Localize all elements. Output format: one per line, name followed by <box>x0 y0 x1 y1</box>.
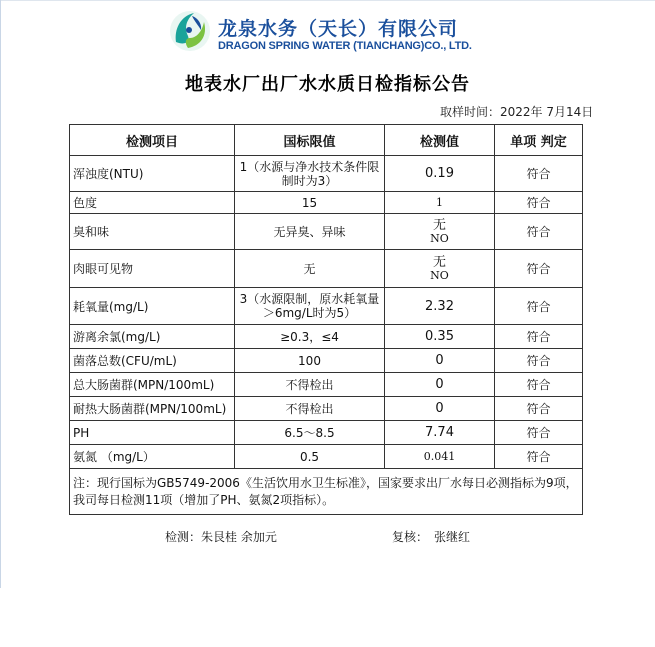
row-item: 耗氧量(mg/L) <box>70 288 235 325</box>
table-row <box>70 445 583 469</box>
table-row <box>70 250 583 288</box>
header-item: 检测项目 <box>70 125 235 156</box>
row-limit: 不得检出 <box>235 373 385 397</box>
row-item: 氨氮 （mg/L） <box>70 445 235 469</box>
inspector-label: 检测： <box>165 530 202 544</box>
row-value-main: 无 <box>432 217 446 233</box>
table-row <box>70 156 583 192</box>
row-item: PH <box>70 421 235 445</box>
row-item: 色度 <box>70 192 235 214</box>
row-limit: 3（水源限制，原水耗氧量＞6mg/L时为5） <box>235 288 385 325</box>
row-judge: 符合 <box>495 373 583 397</box>
table-row <box>70 325 583 349</box>
row-judge: 符合 <box>495 349 583 373</box>
row-limit: 15 <box>235 192 385 214</box>
row-value: 7.74 <box>385 421 495 445</box>
row-value: 0 <box>385 373 495 397</box>
row-limit: 1（水源与净水技术条件限制时为3） <box>235 156 385 192</box>
company-name-en: DRAGON SPRING WATER (TIANCHANG)CO., LTD. <box>218 40 472 52</box>
row-judge: 符合 <box>495 156 583 192</box>
row-judge: 符合 <box>495 192 583 214</box>
row-judge: 符合 <box>495 214 583 250</box>
sample-time-value: 2022年 7月14日 <box>500 105 594 119</box>
row-judge: 符合 <box>495 397 583 421</box>
row-judge: 符合 <box>495 445 583 469</box>
reviewer-signature <box>392 528 470 545</box>
top-border <box>0 0 655 1</box>
table-note: 注：现行国标为GB5749-2006《生活饮用水卫生标准》，国家要求出厂水每日必测指标为9项，我司每日检测11项（增加了PH、氨氮2项指标）。 <box>70 469 583 515</box>
row-value-sub: NO <box>430 231 449 245</box>
row-value: 0 <box>385 349 495 373</box>
row-item: 耐热大肠菌群(MPN/100mL) <box>70 397 235 421</box>
row-item: 菌落总数(CFU/mL) <box>70 349 235 373</box>
header-limit: 国标限值 <box>235 125 385 156</box>
row-value <box>385 214 495 250</box>
row-value-sub: NO <box>430 268 449 282</box>
row-judge: 符合 <box>495 421 583 445</box>
page-title: 地表水厂出厂水水质日检指标公告 <box>185 74 470 95</box>
row-judge: 符合 <box>495 325 583 349</box>
row-limit: 0.5 <box>235 445 385 469</box>
inspector-names: 朱艮桂 余加元 <box>201 530 277 544</box>
row-value: 0.35 <box>385 325 495 349</box>
table-row <box>70 349 583 373</box>
table-note-row <box>70 469 583 515</box>
row-value: 0.041 <box>385 445 495 469</box>
table-row <box>70 214 583 250</box>
row-limit: ≥0.3，≤4 <box>235 325 385 349</box>
header-value: 检测值 <box>385 125 495 156</box>
table-row <box>70 397 583 421</box>
row-item: 肉眼可见物 <box>70 250 235 288</box>
row-limit: 无异臭、异味 <box>235 214 385 250</box>
table-row <box>70 421 583 445</box>
reviewer-name: 张继红 <box>434 530 471 544</box>
row-value: 2.32 <box>385 288 495 325</box>
row-value: 1 <box>385 192 495 214</box>
water-quality-table <box>69 124 583 515</box>
row-limit: 6.5～8.5 <box>235 421 385 445</box>
reviewer-label: 复核： <box>392 530 429 544</box>
table-header-row <box>70 125 583 156</box>
row-value: 0.19 <box>385 156 495 192</box>
row-value: 0 <box>385 397 495 421</box>
table-row <box>70 192 583 214</box>
row-value <box>385 250 495 288</box>
header-judge: 单项 判定 <box>495 125 583 156</box>
row-value-main: 无 <box>432 254 446 270</box>
sample-time-label: 取样时间： <box>440 105 501 119</box>
table-row <box>70 288 583 325</box>
company-logo <box>168 8 488 58</box>
row-item: 臭和味 <box>70 214 235 250</box>
row-judge: 符合 <box>495 250 583 288</box>
company-name-cn: 龙泉水务（天长）有限公司 <box>218 18 459 40</box>
row-item: 总大肠菌群(MPN/100mL) <box>70 373 235 397</box>
inspector-signature <box>165 528 277 545</box>
row-item: 游离余氯(mg/L) <box>70 325 235 349</box>
row-limit: 100 <box>235 349 385 373</box>
row-judge: 符合 <box>495 288 583 325</box>
row-item: 浑浊度(NTU) <box>70 156 235 192</box>
sample-time <box>440 103 593 120</box>
row-limit: 不得检出 <box>235 397 385 421</box>
dragon-spring-logo-icon <box>168 8 212 54</box>
table-row <box>70 373 583 397</box>
row-limit: 无 <box>235 250 385 288</box>
